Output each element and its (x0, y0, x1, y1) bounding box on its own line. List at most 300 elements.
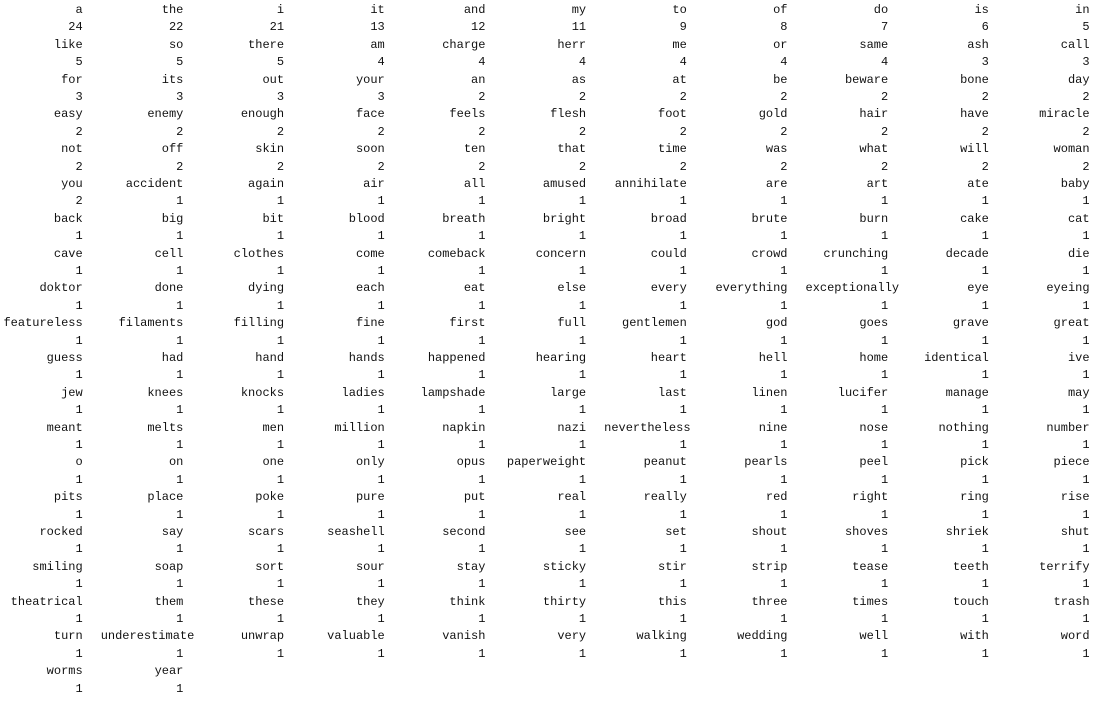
word-count: 1 (478, 437, 486, 452)
word-count-cell (201, 559, 302, 594)
word-count-cell (906, 420, 1007, 455)
word-count: 1 (478, 368, 486, 383)
word-count: 2 (75, 124, 83, 139)
word-label: linen (751, 385, 788, 400)
word-label: seashell (327, 524, 385, 539)
word-count-cell (302, 524, 403, 559)
word-count: 1 (377, 646, 385, 661)
word-label: your (355, 72, 385, 87)
word-count-cell (1007, 594, 1097, 629)
word-count-cell (201, 489, 302, 524)
word-label: full (557, 316, 587, 331)
word-count-cell (906, 72, 1007, 107)
word-count-cell (503, 280, 604, 315)
word-count-cell (101, 524, 202, 559)
word-count: 1 (679, 229, 687, 244)
word-count: 1 (679, 333, 687, 348)
word-count: 1 (578, 403, 587, 418)
word-count-cell (806, 246, 907, 281)
word-count: 1 (780, 472, 788, 487)
word-label: large (550, 385, 587, 400)
word-label: face (355, 107, 385, 122)
word-count: 1 (578, 611, 587, 626)
word-label: vanish (442, 629, 486, 644)
word-label: stir (658, 559, 687, 574)
word-count: 1 (276, 507, 285, 522)
word-label: art (866, 176, 889, 191)
word-count: 1 (176, 542, 184, 557)
word-count-cell (604, 280, 705, 315)
word-label: thirty (542, 594, 587, 609)
word-label: rocked (39, 524, 83, 539)
word-label: the (161, 3, 184, 17)
word-label: sort (255, 559, 285, 574)
word-label: walking (636, 629, 687, 644)
word-count-cell (201, 628, 302, 663)
word-count: 5 (1082, 20, 1090, 35)
word-count: 1 (1082, 437, 1090, 452)
word-label: right (852, 490, 889, 505)
word-label: peel (859, 455, 889, 470)
word-count: 1 (780, 298, 788, 313)
word-count-cell (503, 594, 604, 629)
word-count-cell (604, 37, 705, 72)
word-count: 2 (981, 124, 989, 139)
word-count: 1 (679, 611, 687, 626)
word-count: 1 (1082, 194, 1090, 209)
word-label: nevertheless (604, 420, 691, 435)
word-count-cell (604, 524, 705, 559)
word-count: 1 (981, 577, 989, 592)
word-label: word (1060, 629, 1090, 644)
word-label: cave (53, 246, 83, 261)
word-count: 1 (780, 368, 788, 383)
word-count: 1 (75, 577, 83, 592)
word-count-cell (201, 72, 302, 107)
word-count-cell (604, 176, 705, 211)
word-label: one (262, 455, 285, 470)
word-count: 2 (377, 159, 385, 174)
word-count: 1 (377, 194, 385, 209)
word-count: 1 (377, 542, 385, 557)
word-count-cell (503, 211, 604, 246)
word-label: think (449, 594, 486, 609)
word-label: shoves (844, 524, 889, 539)
word-count-cell (1007, 385, 1097, 420)
word-label: rise (1060, 490, 1090, 505)
word-label: soap (154, 559, 184, 574)
word-label: worms (46, 664, 83, 679)
word-label: ash (967, 37, 989, 52)
word-label: herr (557, 37, 587, 52)
word-count-cell (604, 594, 705, 629)
word-count: 1 (1082, 263, 1090, 278)
word-label: beware (844, 72, 889, 87)
word-count: 5 (276, 55, 285, 70)
word-count-cell (0, 559, 101, 594)
word-count-cell (705, 141, 806, 176)
word-count: 2 (679, 90, 687, 104)
word-count-cell (302, 176, 403, 211)
word-count: 1 (276, 298, 285, 313)
word-label: broad (650, 211, 687, 226)
word-count: 1 (75, 646, 83, 661)
word-count-cell (101, 315, 202, 350)
word-label: foot (658, 107, 687, 122)
word-count-cell (0, 280, 101, 315)
word-count: 2 (478, 124, 486, 139)
word-count: 1 (478, 472, 486, 487)
word-count: 1 (478, 507, 486, 522)
word-label: valuable (327, 629, 385, 644)
word-count: 1 (1082, 542, 1090, 557)
word-count-cell (1007, 559, 1097, 594)
word-count: 1 (981, 263, 989, 278)
word-label: strip (751, 559, 788, 574)
word-label: dying (248, 281, 285, 296)
word-count-cell (1007, 628, 1097, 663)
word-count-cell (302, 72, 403, 107)
word-count-cell (201, 280, 302, 315)
word-count: 1 (176, 298, 184, 313)
word-label: real (557, 490, 587, 505)
word-label: eyeing (1046, 281, 1090, 296)
word-count-cell (604, 385, 705, 420)
word-count-cell (101, 72, 202, 107)
word-label: pearls (744, 455, 788, 470)
word-count-cell (302, 246, 403, 281)
word-count-cell (806, 315, 907, 350)
word-count-cell (806, 37, 907, 72)
word-label: as (571, 72, 587, 87)
word-count-cell (806, 385, 907, 420)
word-count: 5 (176, 55, 184, 70)
word-count: 1 (176, 229, 184, 244)
word-count-cell (0, 72, 101, 107)
word-label: amused (542, 176, 587, 191)
word-count: 1 (377, 229, 385, 244)
word-count-cell (302, 628, 403, 663)
word-count: 2 (478, 90, 486, 104)
word-count-cell (503, 628, 604, 663)
word-label: woman (1053, 142, 1090, 157)
word-count-cell (201, 211, 302, 246)
word-count-cell (705, 454, 806, 489)
word-count: 1 (578, 298, 587, 313)
word-count-cell (604, 2, 705, 37)
word-label: in (1075, 3, 1090, 17)
word-label: flesh (550, 107, 587, 122)
word-count: 1 (679, 472, 687, 487)
word-count: 1 (880, 611, 889, 626)
word-label: of (773, 3, 788, 17)
word-label: unwrap (240, 629, 285, 644)
word-count-cell (806, 628, 907, 663)
word-count-cell (906, 141, 1007, 176)
word-label: only (355, 455, 385, 470)
word-label: teeth (952, 559, 989, 574)
word-label: eye (967, 281, 989, 296)
word-count: 1 (377, 403, 385, 418)
word-label: set (665, 524, 687, 539)
word-label: soon (355, 142, 385, 157)
word-count: 2 (75, 194, 83, 209)
word-count-cell (503, 141, 604, 176)
word-label: identical (924, 350, 989, 365)
word-count-cell (201, 37, 302, 72)
word-label: very (557, 629, 587, 644)
word-count: 1 (176, 507, 184, 522)
word-count-cell (403, 385, 504, 420)
word-count: 1 (276, 646, 285, 661)
word-label: hand (255, 350, 285, 365)
word-count-cell (906, 559, 1007, 594)
word-label: had (161, 350, 184, 365)
word-label: men (262, 420, 285, 435)
word-count-cell (0, 106, 101, 141)
word-count-cell (101, 489, 202, 524)
word-label: place (147, 490, 184, 505)
word-count: 1 (276, 611, 285, 626)
word-label: piece (1053, 455, 1090, 470)
word-count-cell (906, 454, 1007, 489)
word-count-cell (403, 350, 504, 385)
word-label: filaments (118, 316, 184, 331)
word-label: pick (960, 455, 989, 470)
word-count-cell (0, 385, 101, 420)
word-count: 12 (471, 20, 486, 35)
word-count: 1 (679, 298, 687, 313)
word-count: 11 (571, 20, 587, 35)
word-count-cell (806, 141, 907, 176)
word-count-cell (906, 211, 1007, 246)
word-label: goes (859, 316, 889, 331)
word-label: done (154, 281, 184, 296)
word-count-cell (403, 315, 504, 350)
word-count: 1 (276, 577, 285, 592)
word-count: 1 (578, 437, 587, 452)
word-label: each (355, 281, 385, 296)
word-label: back (53, 211, 83, 226)
word-label: or (773, 37, 788, 52)
word-label: great (1053, 316, 1090, 331)
word-count-cell (1007, 176, 1097, 211)
word-label: ive (1067, 350, 1090, 365)
word-count-cell (1007, 211, 1097, 246)
word-count: 1 (478, 611, 486, 626)
word-label: peanut (643, 455, 687, 470)
word-label: tease (852, 559, 889, 574)
word-label: enemy (147, 107, 184, 122)
word-count-cell (201, 141, 302, 176)
word-count-cell (101, 454, 202, 489)
word-count: 1 (981, 507, 989, 522)
word-count-cell (604, 420, 705, 455)
word-count: 4 (478, 55, 486, 70)
word-count: 1 (780, 611, 788, 626)
word-label: everything (715, 281, 788, 296)
word-count: 1 (578, 542, 587, 557)
word-label: bright (542, 211, 587, 226)
word-label: like (53, 37, 83, 52)
word-label: turn (53, 629, 83, 644)
word-count-cell (403, 559, 504, 594)
word-count-cell (503, 489, 604, 524)
word-label: bone (960, 72, 989, 87)
word-count: 3 (377, 90, 385, 104)
word-count-cell (1007, 141, 1097, 176)
word-count: 1 (176, 437, 184, 452)
word-count: 1 (1082, 611, 1090, 626)
word-count-cell (403, 37, 504, 72)
word-count-cell (201, 594, 302, 629)
word-count-cell (201, 420, 302, 455)
word-count: 1 (176, 333, 184, 348)
word-label: every (650, 281, 687, 296)
word-count-cell (302, 2, 403, 37)
word-count-cell (1007, 315, 1097, 350)
word-count: 2 (981, 159, 989, 174)
word-count: 5 (75, 55, 83, 70)
word-label: gentlemen (622, 316, 687, 331)
word-count: 2 (981, 90, 989, 104)
word-count-cell (503, 176, 604, 211)
word-count: 2 (1082, 124, 1090, 139)
word-label: million (334, 420, 385, 435)
word-count: 1 (75, 681, 83, 696)
word-count-cell (0, 420, 101, 455)
word-count: 1 (478, 333, 486, 348)
word-count-cell (0, 141, 101, 176)
word-count: 1 (75, 333, 83, 348)
word-count-cell (403, 420, 504, 455)
word-count: 1 (780, 542, 788, 557)
word-label: brute (751, 211, 788, 226)
word-label: home (859, 350, 889, 365)
word-count: 1 (780, 194, 788, 209)
word-count-cell (604, 315, 705, 350)
word-count-cell (101, 246, 202, 281)
word-count-cell (906, 385, 1007, 420)
word-count: 1 (478, 646, 486, 661)
word-count-cell (403, 454, 504, 489)
word-count: 1 (578, 229, 587, 244)
word-count-cell (201, 524, 302, 559)
word-count: 1 (981, 542, 989, 557)
word-count-cell (101, 663, 202, 698)
word-count: 1 (1082, 368, 1090, 383)
word-count-cell (705, 106, 806, 141)
word-count-cell (906, 106, 1007, 141)
word-label: heart (650, 350, 687, 365)
word-label: hearing (535, 350, 587, 365)
word-count: 2 (478, 159, 486, 174)
word-count: 1 (578, 577, 587, 592)
word-count: 1 (176, 472, 184, 487)
word-count: 1 (981, 298, 989, 313)
word-count-cell (403, 524, 504, 559)
word-label: nose (859, 420, 889, 435)
word-label: do (873, 3, 889, 17)
word-label: ten (463, 142, 486, 157)
word-count-cell (403, 280, 504, 315)
word-count: 1 (679, 577, 687, 592)
word-count-cell (705, 524, 806, 559)
word-count: 2 (880, 159, 889, 174)
word-count: 8 (780, 20, 788, 35)
word-label: all (463, 176, 486, 191)
word-count-cell (403, 246, 504, 281)
word-count-cell (806, 594, 907, 629)
word-label: last (658, 385, 687, 400)
word-count: 1 (276, 263, 285, 278)
word-label: else (557, 281, 587, 296)
word-count-cell (806, 72, 907, 107)
word-count-cell (604, 211, 705, 246)
word-count: 1 (75, 298, 83, 313)
word-count-cell (906, 2, 1007, 37)
word-count: 1 (276, 368, 285, 383)
word-label: sour (355, 559, 385, 574)
word-count: 1 (377, 368, 385, 383)
word-count-cell (1007, 420, 1097, 455)
word-count-cell (302, 211, 403, 246)
word-count: 1 (478, 577, 486, 592)
word-count-cell (101, 628, 202, 663)
word-label: them (154, 594, 184, 609)
word-count-cell (101, 350, 202, 385)
word-label: really (643, 490, 687, 505)
word-count-cell (403, 106, 504, 141)
word-count: 1 (780, 577, 788, 592)
word-count: 1 (276, 229, 285, 244)
word-label: second (442, 524, 486, 539)
word-count-cell (302, 420, 403, 455)
word-count-cell (403, 141, 504, 176)
word-label: melts (147, 420, 184, 435)
word-label: out (262, 72, 285, 87)
word-count-cell (806, 350, 907, 385)
word-count-cell (403, 2, 504, 37)
word-count: 1 (75, 263, 83, 278)
word-count-cell (302, 385, 403, 420)
word-label: hair (859, 107, 889, 122)
word-count-cell (0, 315, 101, 350)
word-count: 9 (679, 20, 687, 35)
word-label: will (960, 142, 989, 157)
word-count: 1 (780, 333, 788, 348)
word-label: meant (46, 420, 83, 435)
word-count: 1 (880, 263, 889, 278)
word-count-cell (503, 454, 604, 489)
word-label: baby (1060, 176, 1090, 191)
word-label: accident (125, 176, 184, 191)
word-label: lucifer (837, 385, 889, 400)
word-label: times (852, 594, 889, 609)
word-label: opus (456, 455, 486, 470)
word-count: 1 (880, 229, 889, 244)
word-count: 2 (780, 124, 788, 139)
word-label: and (463, 3, 486, 17)
word-count-cell (1007, 106, 1097, 141)
word-label: air (363, 176, 385, 191)
word-count: 1 (377, 263, 385, 278)
word-label: doktor (39, 281, 83, 296)
word-count: 1 (1082, 472, 1090, 487)
word-count: 1 (1082, 646, 1090, 661)
word-count: 1 (880, 333, 889, 348)
word-count: 2 (880, 124, 889, 139)
